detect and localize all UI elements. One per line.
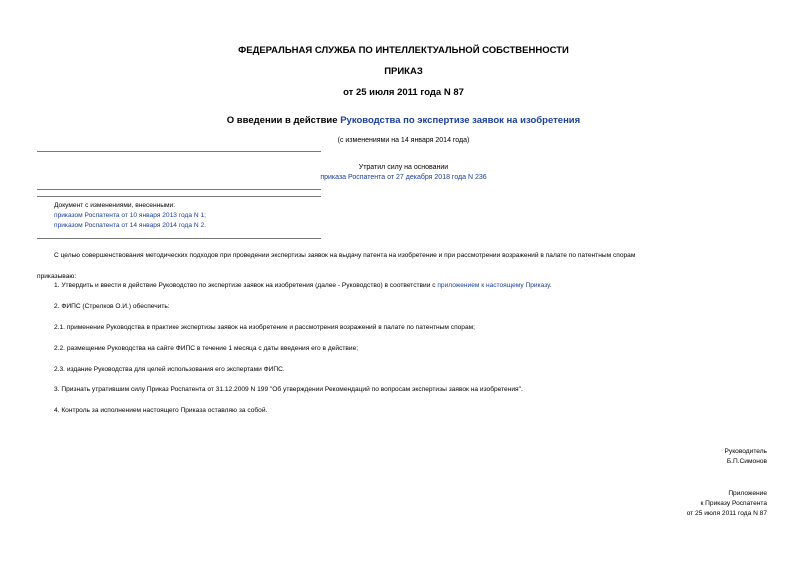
lost-force-link[interactable]: приказа Роспатента от 27 декабря 2018 года N 236 <box>320 174 487 181</box>
paragraph-3: 3. Признать утратившим силу Приказ Роспатента от 31.12.2009 N 199 "Об утверждении Рекомендаций по вопросам экспертизы заявок на изобретения". <box>54 386 523 393</box>
signature-role: Руководитель <box>724 448 767 455</box>
divider-1 <box>37 151 321 152</box>
divider-4 <box>37 238 321 239</box>
amendment-link-2[interactable]: приказом Роспатента от 14 января 2014 года N 2. <box>54 222 206 229</box>
paragraph-4: 4. Контроль за исполнением настоящего Приказа оставляю за собой. <box>54 407 268 414</box>
divider-3 <box>37 196 321 197</box>
paragraph-2: 2. ФИПС (Стрелков О.И.) обеспечить: <box>54 303 170 310</box>
changes-note: (с изменениями на 14 января 2014 года) <box>337 137 470 144</box>
signature-name: Б.П.Симонов <box>726 458 767 465</box>
paragraph-2-2: 2.2. размещение Руководства на сайте ФИПС в течение 1 месяца с даты введения его в действие; <box>54 345 359 352</box>
appendix-line-2: к Приказу Роспатента <box>700 500 767 507</box>
paragraph-1-end: . <box>549 282 552 289</box>
doc-type: ПРИКАЗ <box>384 66 423 77</box>
doc-title-link[interactable]: Руководства по экспертизе заявок на изобретения <box>340 115 581 126</box>
agency-name: ФЕДЕРАЛЬНАЯ СЛУЖБА ПО ИНТЕЛЛЕКТУАЛЬНОЙ СОБСТВЕННОСТИ <box>238 45 569 56</box>
appendix-line-1: Приложение <box>728 490 767 497</box>
paragraph-1 <box>54 282 552 289</box>
preamble: С целью совершенствования методических подходов при проведении экспертизы заявок на выдачу патента на изобретение и при рассмотрении возражений в палате по патентным спорам <box>54 252 636 259</box>
doc-title <box>0 115 807 126</box>
lost-force-text: Утратил силу на основании <box>358 164 449 171</box>
appendix-link[interactable]: приложением к настоящему Приказу <box>437 282 550 289</box>
amendments-intro: Документ с изменениями, внесенными: <box>54 202 176 209</box>
doc-title-prefix: О введении в действие <box>226 115 341 126</box>
paragraph-1-text: 1. Утвердить и ввести в действие Руководство по экспертизе заявок на изобретения (далее - Руководство) в соответствии с <box>54 282 438 289</box>
paragraph-2-3: 2.3. издание Руководства для целей использования его экспертами ФИПС. <box>54 366 285 373</box>
orders-word: приказываю: <box>37 273 77 280</box>
doc-date-number: от 25 июля 2011 года N 87 <box>343 87 464 98</box>
appendix-line-3: от 25 июля 2011 года N 87 <box>686 510 767 517</box>
amendment-link-1[interactable]: приказом Роспатента от 10 января 2013 года N 1; <box>54 212 206 219</box>
paragraph-2-1: 2.1. применение Руководства в практике экспертизы заявок на изобретение и рассмотрения возражений в палате по патентным спорам; <box>54 324 476 331</box>
divider-2 <box>37 189 321 190</box>
